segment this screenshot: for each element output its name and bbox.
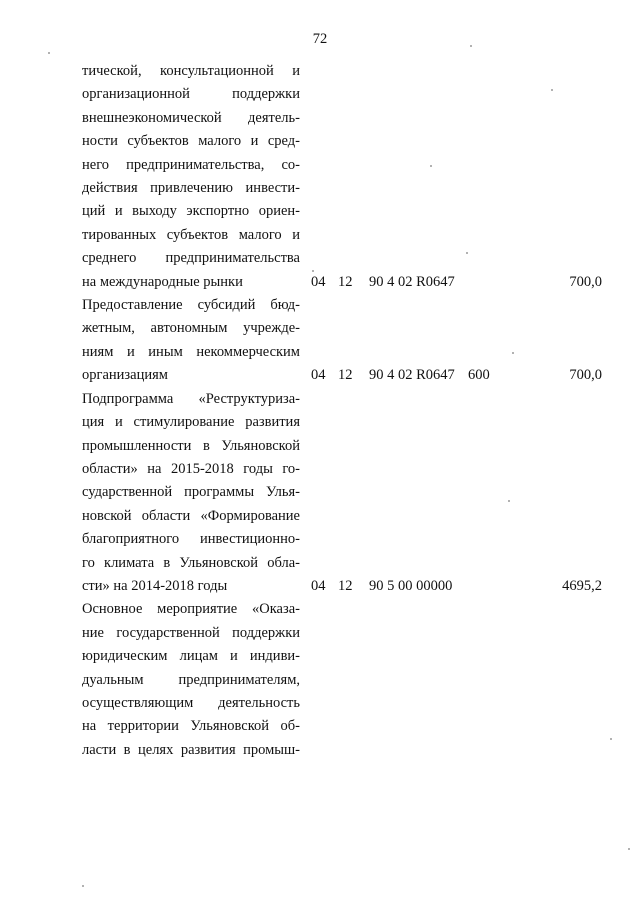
expense-type-code: 600 — [468, 367, 490, 384]
name-line: ласти в целях развития промыш- — [82, 741, 300, 758]
scan-speck — [466, 252, 468, 254]
name-line: ние государственной поддержки — [82, 624, 300, 641]
subsection-code: 12 — [338, 577, 353, 594]
scan-speck — [628, 848, 630, 850]
name-line: го климата в Ульяновской обла- — [82, 554, 300, 571]
table-row — [82, 388, 622, 599]
scan-speck — [48, 52, 50, 54]
name-line: Предоставление субсидий бюд- — [82, 297, 300, 314]
name-line: жетным, автономным учрежде- — [82, 320, 300, 337]
section-code: 04 — [311, 367, 326, 384]
section-code: 04 — [311, 577, 326, 594]
name-line: среднего предпринимательства — [82, 250, 300, 267]
name-line: сти» на 2014-2018 годы — [82, 577, 228, 594]
row-name — [82, 60, 300, 294]
subsection-code: 12 — [338, 273, 353, 290]
scan-speck — [551, 89, 553, 91]
table-row — [82, 598, 622, 762]
table-row — [82, 294, 622, 388]
scan-speck — [610, 738, 612, 740]
name-line: ности субъектов малого и сред- — [82, 133, 300, 150]
target-article-code: 90 4 02 R0647 — [369, 367, 455, 384]
name-line: юридическим лицам и индиви- — [82, 648, 300, 665]
name-line: Подпрограмма «Реструктуриза- — [82, 390, 300, 407]
scan-speck — [82, 885, 84, 887]
scan-speck — [470, 45, 472, 47]
amount: 700,0 — [569, 273, 602, 290]
name-line: новской области «Формирование — [82, 507, 300, 524]
scan-speck — [508, 500, 510, 502]
name-line: тированных субъектов малого и — [82, 226, 300, 243]
name-line: внешнеэкономической деятель- — [82, 109, 300, 126]
table-row — [82, 60, 622, 294]
name-line: сударственной программы Улья- — [82, 484, 300, 501]
subsection-code: 12 — [338, 367, 353, 384]
name-line: ция и стимулирование развития — [82, 414, 300, 431]
name-line: области» на 2015-2018 годы го- — [82, 460, 300, 477]
name-line: тической, консультационной и — [82, 63, 300, 79]
name-line: ниям и иным некоммерческим — [82, 343, 300, 360]
name-line: действия привлечению инвести- — [82, 180, 300, 197]
amount: 4695,2 — [562, 577, 602, 594]
target-article-code: 90 5 00 00000 — [369, 577, 453, 594]
name-line: промышленности в Ульяновской — [82, 437, 300, 454]
row-name — [82, 388, 300, 599]
name-line: благоприятного инвестиционно- — [82, 531, 300, 548]
target-article-code: 90 4 02 R0647 — [369, 273, 455, 290]
name-line: организациям — [82, 367, 168, 384]
name-line: на международные рынки — [82, 273, 243, 290]
page-number: 72 — [312, 31, 328, 47]
row-name — [82, 294, 300, 388]
name-line: Основное мероприятие «Оказа- — [82, 601, 300, 618]
name-line: дуальным предпринимателям, — [82, 671, 300, 688]
budget-table — [82, 60, 622, 762]
section-code: 04 — [311, 273, 326, 290]
amount: 700,0 — [569, 367, 602, 384]
name-line: организационной поддержки — [82, 86, 300, 103]
scan-speck — [430, 165, 432, 167]
name-line: него предпринимательства, со- — [82, 156, 300, 173]
name-line: осуществляющим деятельность — [82, 694, 300, 711]
scan-speck — [312, 270, 314, 272]
name-line: ций и выходу экспортно ориен- — [82, 203, 300, 220]
name-line: на территории Ульяновской об- — [82, 718, 300, 735]
row-name — [82, 598, 300, 762]
scan-speck — [512, 352, 514, 354]
